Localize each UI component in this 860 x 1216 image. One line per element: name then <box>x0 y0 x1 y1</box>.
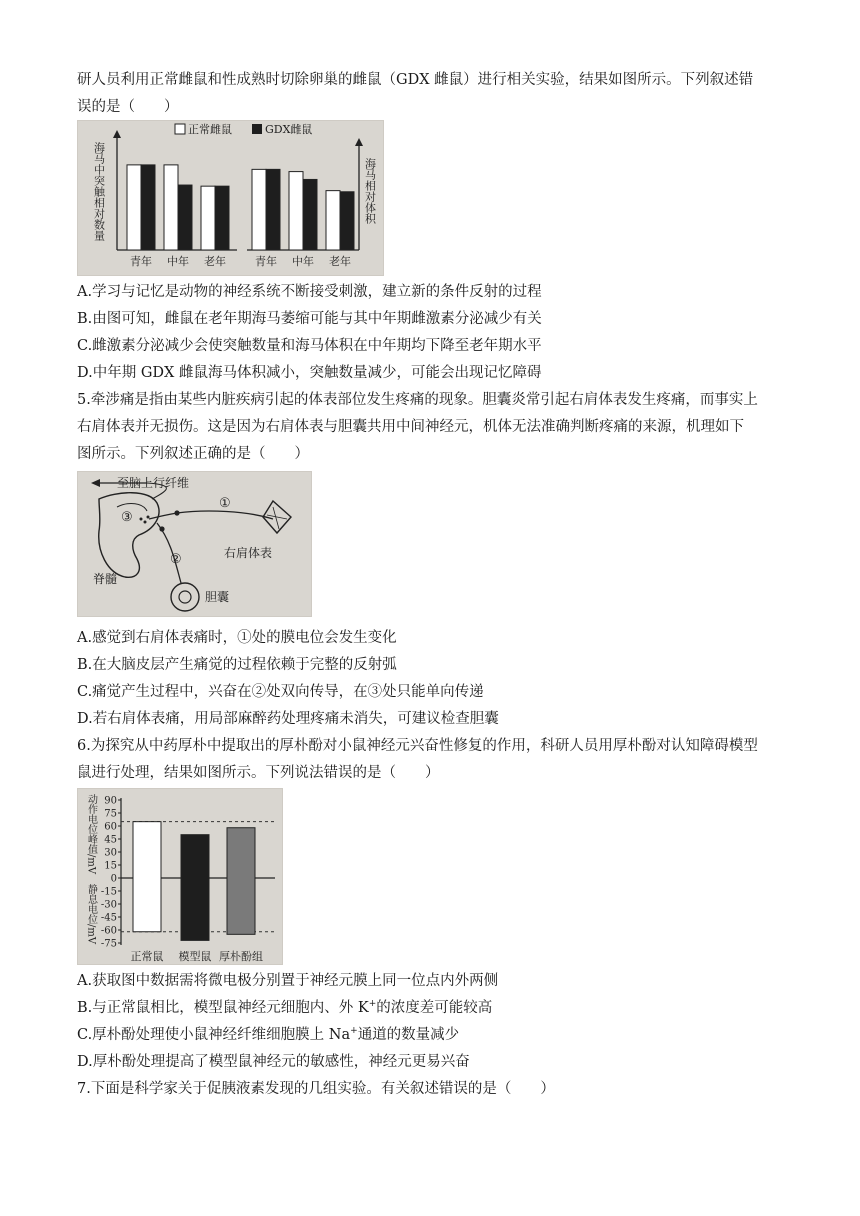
y-tick-label-2: 60 <box>104 821 117 833</box>
y-label-top: 动作电位峰值/mV <box>85 794 97 875</box>
x-tick-panel1-0: 青年 <box>130 255 152 268</box>
q4-option-b: B.由图可知，雌鼠在老年期海马萎缩可能与其中年期雌激素分泌减少有关 <box>77 311 542 327</box>
spinal-label: 脊髓 <box>93 572 118 586</box>
bar-厚朴酚组 <box>227 828 255 935</box>
y-tick-label-11: -75 <box>100 938 117 950</box>
y-tick-label-8: -30 <box>100 899 117 911</box>
legend-label-gdx: GDX雌鼠 <box>265 123 313 136</box>
x-tick-panel2-0: 青年 <box>255 255 277 268</box>
y-tick-label-5: 15 <box>104 860 117 872</box>
q6-potential-chart <box>77 788 283 965</box>
q4-stem-line-1: 研人员利用正常雌鼠和性成熟时切除卵巢的雌鼠（GDX 雌鼠）进行相关实验，结果如图所示。下列叙述错 <box>77 72 754 88</box>
bar-panel1-老年-正常雌鼠 <box>201 186 215 250</box>
q6-option-a: A.获取图中数据需将微电极分别置于神经元膜上同一位点内外两侧 <box>77 973 499 989</box>
shoulder-sensory-fiber <box>149 511 273 519</box>
x-tick-panel1-2: 老年 <box>204 255 226 268</box>
q4-stem-line-2: 误的是（ ） <box>77 99 179 115</box>
x-tick-panel2-1: 中年 <box>292 255 314 268</box>
y-tick-label-4: 30 <box>104 847 117 859</box>
up-fiber-arrow-head <box>91 479 100 487</box>
x-tick-panel1-1: 中年 <box>167 255 189 268</box>
q5-stem-line-1: 5.牵涉痛是指由某些内脏疾病引起的体表部位发生疼痛的现象。胆囊炎常引起右肩体表发生疼痛，而事实上 <box>77 392 758 408</box>
q6-option-b <box>77 998 492 1018</box>
right-y-axis-arrow <box>355 138 363 146</box>
q5-stem-line-2: 右肩体表并无损伤。这是因为右肩体表与胆囊共用中间神经元，机体无法准确判断疼痛的来源，机理如下 <box>77 419 744 435</box>
left-y-axis-arrow <box>113 130 121 138</box>
y-tick-label-10: -60 <box>100 925 117 937</box>
q5-option-d: D.若右肩体表痛，用局部麻醉药处理疼痛未消失，可建议检查胆囊 <box>77 711 499 727</box>
gallbladder-neuron-soma <box>159 526 164 531</box>
bar-panel2-中年-GDX雌鼠 <box>303 179 317 250</box>
bar-正常鼠 <box>133 822 161 932</box>
bar-panel2-老年-GDX雌鼠 <box>340 192 354 250</box>
bar-panel1-中年-正常雌鼠 <box>164 165 178 250</box>
bar-panel2-老年-正常雌鼠 <box>326 191 340 250</box>
legend-swatch-gdx <box>252 124 262 134</box>
q5-option-c: C.痛觉产生过程中，兴奋在②处双向传导，在③处只能单向传递 <box>77 684 484 700</box>
q7-stem: 7.下面是科学家关于促胰液素发现的几组实验。有关叙述错误的是（ ） <box>77 1081 555 1097</box>
q6-option-b-sup: + <box>368 999 377 1010</box>
q5-option-a: A.感觉到右肩体表痛时，①处的膜电位会发生变化 <box>77 630 397 646</box>
q5-option-b: B.在大脑皮层产生痛觉的过程依赖于完整的反射弧 <box>77 657 397 673</box>
y-tick-label-1: 75 <box>104 808 117 820</box>
q4-option-d: D.中年期 GDX 雌鼠海马体积减小，突触数量减少，可能会出现记忆障碍 <box>77 365 542 381</box>
bar-panel1-青年-正常雌鼠 <box>127 165 141 250</box>
q6-option-c-sup: + <box>350 1026 358 1037</box>
legend-label-normal: 正常雌鼠 <box>188 123 232 136</box>
q6-option-c <box>77 1025 459 1045</box>
left-y-axis-label: 海马中突触相对数量 <box>92 142 106 241</box>
q5-pathway-svg <box>77 471 312 617</box>
q6-stem-line-1: 6.为探究从中药厚朴中提取出的厚朴酚对小鼠神经元兴奋性修复的作用，科研人员用厚朴酚对认知障碍模型 <box>77 738 758 754</box>
q6-potential-chart-figure <box>77 788 283 965</box>
q6-option-c-post: 通道的数量减少 <box>357 1027 460 1043</box>
bar-panel2-中年-正常雌鼠 <box>289 172 303 250</box>
y-tick-label-6: 0 <box>110 873 117 885</box>
q4-option-c: C.雌激素分泌减少会使突触数量和海马体积在中年期均下降至老年期水平 <box>77 338 542 354</box>
marker-2: ② <box>170 552 182 567</box>
q4-option-a: A.学习与记忆是动物的神经系统不断接受刺激，建立新的条件反射的过程 <box>77 284 542 300</box>
synapse-dot-1 <box>140 518 143 521</box>
bar-模型鼠 <box>181 835 209 941</box>
x-tick-1: 模型鼠 <box>178 950 212 963</box>
y-tick-label-3: 45 <box>104 834 117 846</box>
shoulder-neuron-soma <box>174 510 179 515</box>
synapse-dot-3 <box>147 516 150 519</box>
bar-panel1-老年-GDX雌鼠 <box>215 186 229 250</box>
gallbladder-inner <box>179 591 191 603</box>
up-fiber-label: 至脑上行纤维 <box>117 476 190 490</box>
q6-option-b-pre: B.与正常鼠相比，模型鼠神经元细胞内、外 K <box>77 1000 369 1016</box>
spinal-cord-outline <box>99 493 159 578</box>
q5-pathway-diagram <box>77 471 312 617</box>
q4-bar-chart <box>77 120 384 276</box>
y-tick-label-9: -45 <box>100 912 117 924</box>
q5-stem-line-3: 图所示。下列叙述正确的是（ ） <box>77 446 309 462</box>
q6-option-b-post: 的浓度差可能较高 <box>376 1000 493 1016</box>
x-tick-2: 厚朴酚组 <box>219 950 263 963</box>
q6-option-d: D.厚朴酚处理提高了模型鼠神经元的敏感性，神经元更易兴奋 <box>77 1054 470 1070</box>
bar-panel1-中年-GDX雌鼠 <box>178 185 192 250</box>
q6-option-c-pre: C.厚朴酚处理使小鼠神经纤维细胞膜上 Na <box>77 1027 351 1043</box>
marker-1: ① <box>219 496 231 511</box>
y-tick-label-0: 90 <box>104 795 117 807</box>
shoulder-label: 右肩体表 <box>224 546 273 560</box>
legend-swatch-normal <box>175 124 185 134</box>
right-y-axis-label: 海马相对体积 <box>363 158 377 224</box>
x-tick-panel2-2: 老年 <box>329 255 351 268</box>
marker-3: ③ <box>121 510 133 525</box>
y-tick-label-7: -15 <box>100 886 117 898</box>
y-label-bottom: 静息电位/mV <box>85 884 97 945</box>
gallbladder-outer <box>171 583 199 611</box>
bar-panel2-青年-GDX雌鼠 <box>266 169 280 250</box>
bar-panel2-青年-正常雌鼠 <box>252 169 266 250</box>
x-tick-0: 正常鼠 <box>130 950 164 963</box>
q6-stem-line-2: 鼠进行处理，结果如图所示。下列说法错误的是（ ） <box>77 765 440 781</box>
gallbladder-label: 胆囊 <box>205 590 230 604</box>
synapse-dot-2 <box>144 521 147 524</box>
q4-bar-chart-figure <box>77 120 384 276</box>
bar-panel1-青年-GDX雌鼠 <box>141 165 155 250</box>
